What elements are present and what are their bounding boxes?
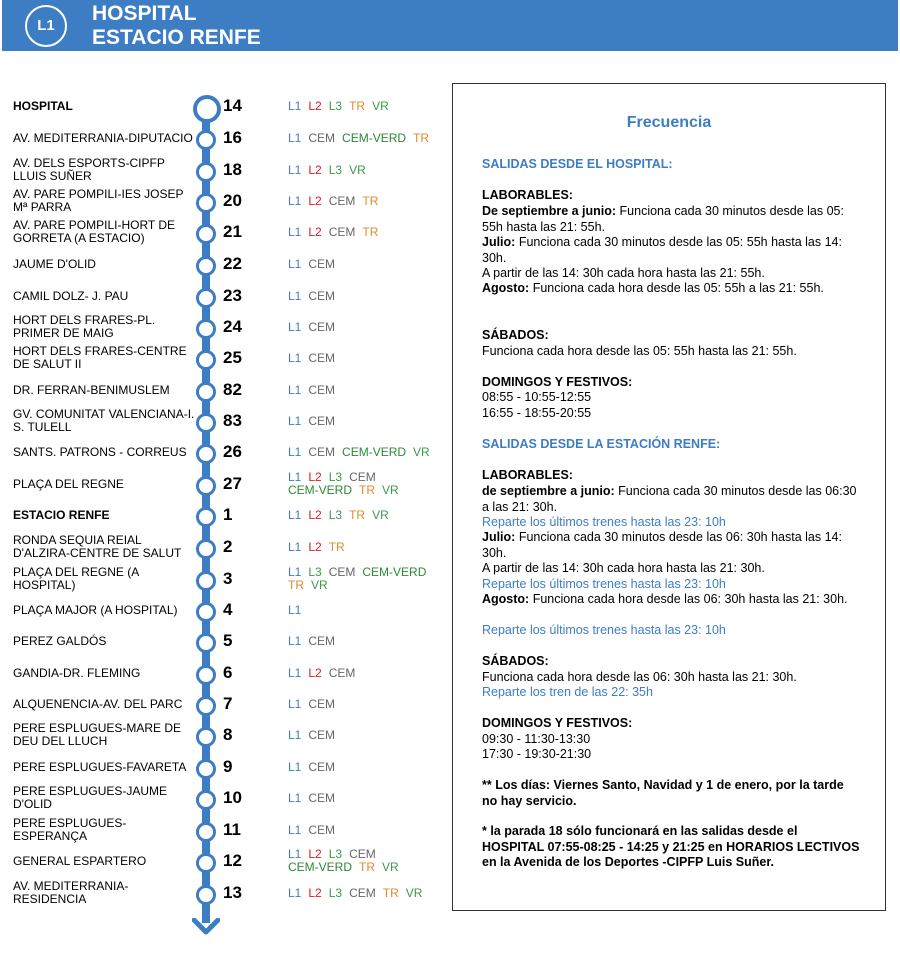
line-tag: L1 bbox=[288, 444, 302, 459]
stop-row bbox=[0, 155, 450, 185]
stop-number: 7 bbox=[223, 694, 233, 713]
hospital-sunday-heading: DOMINGOS Y FESTIVOS: bbox=[482, 375, 633, 389]
stop-number: 16 bbox=[223, 128, 242, 147]
line-tag: L1 bbox=[288, 790, 302, 805]
stop-name: HORT DELS FRARES-PL. PRIMER DE MAIG bbox=[13, 313, 156, 340]
renfe-july-text: Julio: Funciona cada 30 minutos desde las 06: 30h hasta las 14: 30h. bbox=[482, 530, 842, 560]
route-destination-title: ESTACIO RENFE bbox=[92, 26, 261, 49]
line-tag: L2 bbox=[308, 507, 322, 522]
renfe-saturday-heading: SÁBADOS: bbox=[482, 654, 549, 668]
stop-row bbox=[0, 500, 450, 530]
hospital-saturday-text: Funciona cada hora desde las 05: 55h hasta las 21: 55h. bbox=[482, 344, 797, 358]
stop-number: 3 bbox=[223, 569, 233, 588]
stop-marker-icon bbox=[196, 288, 216, 308]
renfe-weekdays-heading: LABORABLES: bbox=[482, 468, 573, 482]
line-tag: TR bbox=[349, 507, 366, 522]
stop-name: PERE ESPLUGUES-MARE DE DEU DEL LLUCH bbox=[13, 721, 182, 748]
renfe-sunday-heading: DOMINGOS Y FESTIVOS: bbox=[482, 716, 633, 730]
stop-name: PERE ESPLUGUES-JAUME D'OLID bbox=[13, 784, 168, 811]
stop-row bbox=[0, 123, 450, 153]
renfe-reparte-note-1: Reparte los últimos trenes hasta las 23: 10h bbox=[482, 515, 726, 529]
line-tag: L3 bbox=[328, 98, 343, 113]
hospital-sunday-line-1: 08:55 - 10:55-12:55 bbox=[482, 390, 592, 404]
stop-marker-icon bbox=[196, 130, 216, 150]
stop-name: ALQUENENCIA-AV. DEL PARC bbox=[13, 696, 183, 711]
stop-marker-icon bbox=[196, 633, 216, 653]
stop-number: 4 bbox=[223, 600, 233, 619]
route-header bbox=[2, 0, 898, 51]
line-tag: VR bbox=[372, 98, 389, 113]
stop-row bbox=[0, 249, 450, 279]
line-tag: VR bbox=[349, 162, 366, 177]
line-tag: CEM bbox=[308, 790, 336, 805]
line-tag: L1 bbox=[288, 224, 302, 239]
line-tag: CEM-VERD bbox=[362, 565, 427, 579]
stop-marker-icon bbox=[196, 162, 216, 182]
stop-name: SANTS. PATRONS - CORREUS bbox=[13, 444, 187, 459]
stop-row bbox=[0, 783, 450, 813]
stop-name: CAMIL DOLZ- J. PAU bbox=[13, 288, 129, 303]
stop-connections bbox=[288, 249, 448, 279]
stop-name: GV. COMUNITAT VALENCIANA-I. S. TULELL bbox=[13, 407, 195, 434]
stop-number: 25 bbox=[223, 348, 242, 367]
stop-row bbox=[0, 595, 450, 625]
line-tag: CEM bbox=[328, 665, 356, 680]
line-tag: CEM bbox=[349, 885, 376, 900]
renfe-departures-heading: SALIDAS DESDE LA ESTACIÓN RENFE: bbox=[482, 437, 721, 451]
line-tag: L1 bbox=[288, 602, 302, 617]
line-tag: VR bbox=[382, 483, 399, 497]
line-tag: CEM bbox=[308, 759, 336, 774]
stop-connections bbox=[288, 375, 448, 405]
stop-name: PLAÇA DEL REGNE bbox=[13, 476, 124, 491]
renfe-august-text: Agosto: Funciona cada hora desde las 06: 30h hasta las 21: 30h. bbox=[482, 592, 848, 606]
stop-connections bbox=[288, 91, 448, 121]
stop-number: 26 bbox=[223, 442, 242, 461]
line-tag: L3 bbox=[308, 565, 322, 579]
route-end-arrow-icon bbox=[192, 918, 220, 936]
stop-connections bbox=[288, 626, 448, 656]
line-tag: L2 bbox=[308, 224, 322, 239]
stop-name: RONDA SEQUIA REIAL D'ALZIRA-CENTRE DE SALUT bbox=[13, 533, 182, 560]
stop-number: 10 bbox=[223, 788, 242, 807]
stop-row bbox=[0, 532, 450, 562]
stop-connections bbox=[288, 846, 448, 876]
line-tag: CEM bbox=[308, 382, 336, 397]
stop-number: 22 bbox=[223, 254, 242, 273]
line-tag: TR bbox=[413, 130, 430, 145]
stop-name: PEREZ GALDÓS bbox=[13, 633, 107, 648]
stop-connections bbox=[288, 783, 448, 813]
line-tag: CEM bbox=[308, 633, 336, 648]
stop-connections bbox=[288, 123, 448, 153]
stop-connections bbox=[288, 500, 448, 530]
line-tag: L1 bbox=[288, 727, 302, 742]
line-tag: TR bbox=[288, 578, 304, 592]
stop-marker-icon bbox=[196, 696, 216, 716]
line-tag: TR bbox=[382, 885, 399, 900]
stop-marker-icon bbox=[196, 413, 216, 433]
line-tag: L2 bbox=[308, 539, 322, 554]
stop-name: DR. FERRAN-BENIMUSLEM bbox=[13, 382, 170, 397]
renfe-reparte-note-2: Reparte los últimos trenes hasta las 23: 10h bbox=[482, 577, 726, 591]
line-tag: CEM bbox=[328, 565, 356, 579]
stop-connections bbox=[288, 437, 448, 467]
stop-row bbox=[0, 846, 450, 876]
stop-marker-icon bbox=[196, 193, 216, 213]
hospital-departures-heading: SALIDAS DESDE EL HOSPITAL: bbox=[482, 157, 673, 171]
stop-connections bbox=[288, 815, 448, 845]
line-tag: L1 bbox=[288, 319, 302, 334]
stop-number: 14 bbox=[223, 96, 242, 115]
line-tag: VR bbox=[372, 507, 389, 522]
line-tag: VR bbox=[382, 860, 399, 874]
line-tag: L3 bbox=[328, 847, 343, 861]
stop-number: 8 bbox=[223, 725, 233, 744]
stop-name: AV. MEDITERRANIA-DIPUTACIO bbox=[13, 130, 193, 145]
frequency-title: Frecuencia bbox=[626, 114, 712, 131]
line-tag: L1 bbox=[288, 847, 302, 861]
frequency-panel bbox=[452, 83, 886, 911]
stop-connections bbox=[288, 532, 448, 562]
line-tag: L1 bbox=[288, 759, 302, 774]
renfe-reparte-note-3: Reparte los últimos trenes hasta las 23: 10h bbox=[482, 623, 726, 637]
stop-number: 13 bbox=[223, 883, 242, 902]
line-tag: L1 bbox=[288, 256, 302, 271]
line-tag: CEM bbox=[308, 696, 336, 711]
hospital-sunday-line-2: 16:55 - 18:55-20:55 bbox=[482, 406, 592, 420]
line-tag: L1 bbox=[288, 130, 302, 145]
holiday-note: ** Los días: Viernes Santo, Navidad y 1 de enero, por la tarde no hay servicio. bbox=[482, 778, 844, 808]
hospital-july-afternoon-text: A partir de las 14: 30h cada hora hasta las 21: 55h. bbox=[482, 266, 765, 280]
stop-connections bbox=[288, 343, 448, 373]
line-tag: CEM bbox=[349, 847, 376, 861]
line-tag: L1 bbox=[288, 162, 302, 177]
stop-marker-icon bbox=[196, 885, 216, 905]
line-tag: L3 bbox=[328, 470, 343, 484]
line-tag: TR bbox=[328, 539, 345, 554]
line-tag: CEM bbox=[349, 470, 376, 484]
stop-number: 24 bbox=[223, 317, 242, 336]
line-tag: L1 bbox=[288, 382, 302, 397]
line-tag: L1 bbox=[288, 193, 302, 208]
line-tag: L2 bbox=[308, 665, 322, 680]
line-tag: CEM bbox=[308, 822, 336, 837]
stop-row bbox=[0, 281, 450, 311]
line-tag: CEM bbox=[308, 413, 336, 428]
line-tag: L1 bbox=[288, 665, 302, 680]
line-tag: L1 bbox=[288, 696, 302, 711]
line-tag: TR bbox=[349, 98, 366, 113]
line-tag: L1 bbox=[288, 822, 302, 837]
stop-row bbox=[0, 375, 450, 405]
stop-name: AV. PARE POMPILI-HORT DE GORRETA (A ESTACIO) bbox=[13, 218, 176, 245]
line-tag: L3 bbox=[328, 162, 343, 177]
stop-number: 12 bbox=[223, 851, 242, 870]
line-tag: CEM bbox=[308, 319, 336, 334]
line-tag: L3 bbox=[328, 885, 343, 900]
line-tag: CEM bbox=[308, 256, 336, 271]
hospital-august-text: Agosto: Funciona cada hora desde las 05: 55h a las 21: 55h. bbox=[482, 281, 824, 295]
stop-connections bbox=[288, 564, 448, 594]
stop-connections bbox=[288, 595, 448, 625]
stop-marker-icon bbox=[196, 759, 216, 779]
stop-name: JAUME D'OLID bbox=[13, 256, 96, 271]
stop-row bbox=[0, 437, 450, 467]
stop-marker-icon bbox=[196, 256, 216, 276]
line-tag: L1 bbox=[288, 885, 302, 900]
line-tag: TR bbox=[362, 193, 379, 208]
stop-marker-icon bbox=[196, 665, 216, 685]
stop-row bbox=[0, 186, 450, 216]
line-tag: VR bbox=[311, 578, 328, 592]
stop-marker-icon bbox=[196, 224, 216, 244]
line-tag: L2 bbox=[308, 193, 322, 208]
stop-name: PLAÇA DEL REGNE (A HOSPITAL) bbox=[13, 565, 139, 592]
stop-name: PERE ESPLUGUES-FAVARETA bbox=[13, 759, 187, 774]
stop-connections bbox=[288, 406, 448, 436]
stop-number: 20 bbox=[223, 191, 242, 210]
stop-connections bbox=[288, 312, 448, 342]
renfe-saturday-reparte: Reparte los tren de las 22: 35h bbox=[482, 685, 653, 699]
route-origin-title: HOSPITAL bbox=[92, 2, 197, 25]
stop-connections bbox=[288, 186, 448, 216]
stop-row bbox=[0, 217, 450, 247]
hospital-weekdays-heading: LABORABLES: bbox=[482, 188, 573, 202]
line-tag: L2 bbox=[308, 885, 322, 900]
stop-marker-icon bbox=[196, 539, 216, 559]
line-tag: CEM bbox=[308, 350, 336, 365]
line-tag: TR bbox=[359, 483, 376, 497]
line-tag: L1 bbox=[288, 470, 302, 484]
line-tag: L2 bbox=[308, 847, 322, 861]
line-tag: L2 bbox=[308, 470, 322, 484]
stop-marker-icon bbox=[196, 822, 216, 842]
stop-row bbox=[0, 752, 450, 782]
line-tag: L3 bbox=[328, 507, 343, 522]
stop-number: 9 bbox=[223, 757, 233, 776]
stop-name: PERE ESPLUGUES-ESPERANÇA bbox=[13, 816, 127, 843]
stop-number: 1 bbox=[223, 505, 233, 524]
stop-marker-icon bbox=[196, 853, 216, 873]
stop-connections bbox=[288, 689, 448, 719]
stop-connections bbox=[288, 752, 448, 782]
stop-row bbox=[0, 658, 450, 688]
stop-number: 27 bbox=[223, 474, 242, 493]
line-tag: CEM bbox=[308, 444, 336, 459]
stop-number: 11 bbox=[223, 820, 241, 839]
line-tag: CEM bbox=[308, 288, 336, 303]
stop-number: 6 bbox=[223, 663, 233, 682]
stop-marker-icon bbox=[196, 444, 216, 464]
renfe-saturday-text: Funciona cada hora desde las 06: 30h hasta las 21: 30h. bbox=[482, 670, 797, 684]
stop-number: 21 bbox=[223, 222, 242, 241]
stop-marker-icon bbox=[196, 382, 216, 402]
line-tag: L1 bbox=[288, 539, 302, 554]
renfe-july-afternoon-text: A partir de las 14: 30h cada hora hasta las 21: 30h. bbox=[482, 561, 765, 575]
stop-connections bbox=[288, 878, 448, 908]
stop-name: PLAÇA MAJOR (A HOSPITAL) bbox=[13, 602, 178, 617]
stop-marker-icon bbox=[196, 727, 216, 747]
line-tag: VR bbox=[405, 885, 423, 900]
line-tag: TR bbox=[359, 860, 376, 874]
line-tag: VR bbox=[413, 444, 430, 459]
stop-row bbox=[0, 689, 450, 719]
stop-name: ESTACIO RENFE bbox=[13, 507, 110, 522]
renfe-sunday-line-1: 09:30 - 11:30-13:30 bbox=[482, 732, 591, 746]
stop-number: 83 bbox=[223, 411, 242, 430]
stop-row bbox=[0, 343, 450, 373]
stop-connections bbox=[288, 155, 448, 185]
stop-row bbox=[0, 469, 450, 499]
line-tag: CEM-VERD bbox=[288, 483, 353, 497]
line-tag: CEM bbox=[328, 224, 356, 239]
line-tag: L1 bbox=[288, 288, 302, 303]
stop-marker-icon bbox=[196, 571, 216, 591]
stop-marker-icon bbox=[196, 319, 216, 339]
stop-row bbox=[0, 720, 450, 750]
stop-connections bbox=[288, 217, 448, 247]
stop-marker-icon bbox=[193, 95, 221, 123]
line-tag: CEM-VERD bbox=[342, 130, 407, 145]
stop-row bbox=[0, 91, 450, 121]
line-tag: CEM bbox=[328, 193, 356, 208]
stop-connections bbox=[288, 720, 448, 750]
stop-marker-icon bbox=[196, 790, 216, 810]
stop-connections bbox=[288, 658, 448, 688]
stop-name: AV. PARE POMPILI-IES JOSEP Mª PARRA bbox=[13, 187, 184, 214]
stop-row bbox=[0, 312, 450, 342]
stop-connections bbox=[288, 281, 448, 311]
stop-number: 23 bbox=[223, 286, 242, 305]
line-tag: CEM bbox=[308, 130, 336, 145]
stop-name: GENERAL ESPARTERO bbox=[13, 853, 147, 868]
line-tag: L1 bbox=[288, 633, 302, 648]
stop-name: HORT DELS FRARES-CENTRE DE SALUT II bbox=[13, 344, 187, 371]
line-badge: L1 bbox=[25, 5, 67, 47]
stop-row bbox=[0, 626, 450, 656]
stop-name: AV. DELS ESPORTS-CIPFP LLUIS SUÑER bbox=[13, 156, 165, 183]
stop-row bbox=[0, 406, 450, 436]
stop-row bbox=[0, 815, 450, 845]
stop-name: HOSPITAL bbox=[13, 98, 73, 113]
stop-number: 18 bbox=[223, 160, 242, 179]
stop-marker-icon bbox=[196, 507, 216, 527]
line-tag: L1 bbox=[288, 98, 302, 113]
line-tag: L1 bbox=[288, 350, 302, 365]
line-tag: L1 bbox=[288, 413, 302, 428]
stop-row bbox=[0, 878, 450, 908]
stop-name: AV. MEDITERRANIA-RESIDENCIA bbox=[13, 879, 129, 906]
stop-marker-icon bbox=[196, 476, 216, 496]
line-tag: L1 bbox=[288, 565, 302, 579]
line-tag: CEM-VERD bbox=[288, 860, 353, 874]
stop-marker-icon bbox=[196, 350, 216, 370]
line-tag: TR bbox=[362, 224, 379, 239]
hospital-saturday-heading: SÁBADOS: bbox=[482, 328, 549, 342]
stop-name: GANDIA-DR. FLEMING bbox=[13, 665, 141, 680]
stop-number: 5 bbox=[223, 631, 233, 650]
line-tag: CEM-VERD bbox=[342, 444, 407, 459]
hospital-sep-jun-text: De septiembre a junio: Funciona cada 30 minutos desde las 05: 55h hasta las 21: 55h. bbox=[482, 204, 844, 234]
stop-connections bbox=[288, 469, 448, 499]
stop-18-note: * la parada 18 sólo funcionará en las salidas desde el HOSPITAL 07:55-08:25 - 14:25 y 21:25 en HORARIOS LECTIVOS en la Avenida de los Deportes -CIPFP Luis Suñer. bbox=[482, 824, 860, 869]
line-tag: L1 bbox=[288, 507, 302, 522]
stop-number: 82 bbox=[223, 380, 242, 399]
line-tag: CEM bbox=[308, 727, 336, 742]
stop-marker-icon bbox=[196, 602, 216, 622]
renfe-sep-jun-text: de septiembre a junio: Funciona cada 30 minutos desde las 06:30 a las 21: 30h. bbox=[482, 484, 857, 514]
line-tag: L2 bbox=[308, 98, 322, 113]
renfe-sunday-line-2: 17:30 - 19:30-21:30 bbox=[482, 747, 592, 761]
stop-number: 2 bbox=[223, 537, 233, 556]
stop-row bbox=[0, 564, 450, 594]
hospital-july-text: Julio: Funciona cada 30 minutos desde las 05: 55h hasta las 14: 30h. bbox=[482, 235, 842, 265]
line-tag: L2 bbox=[308, 162, 322, 177]
